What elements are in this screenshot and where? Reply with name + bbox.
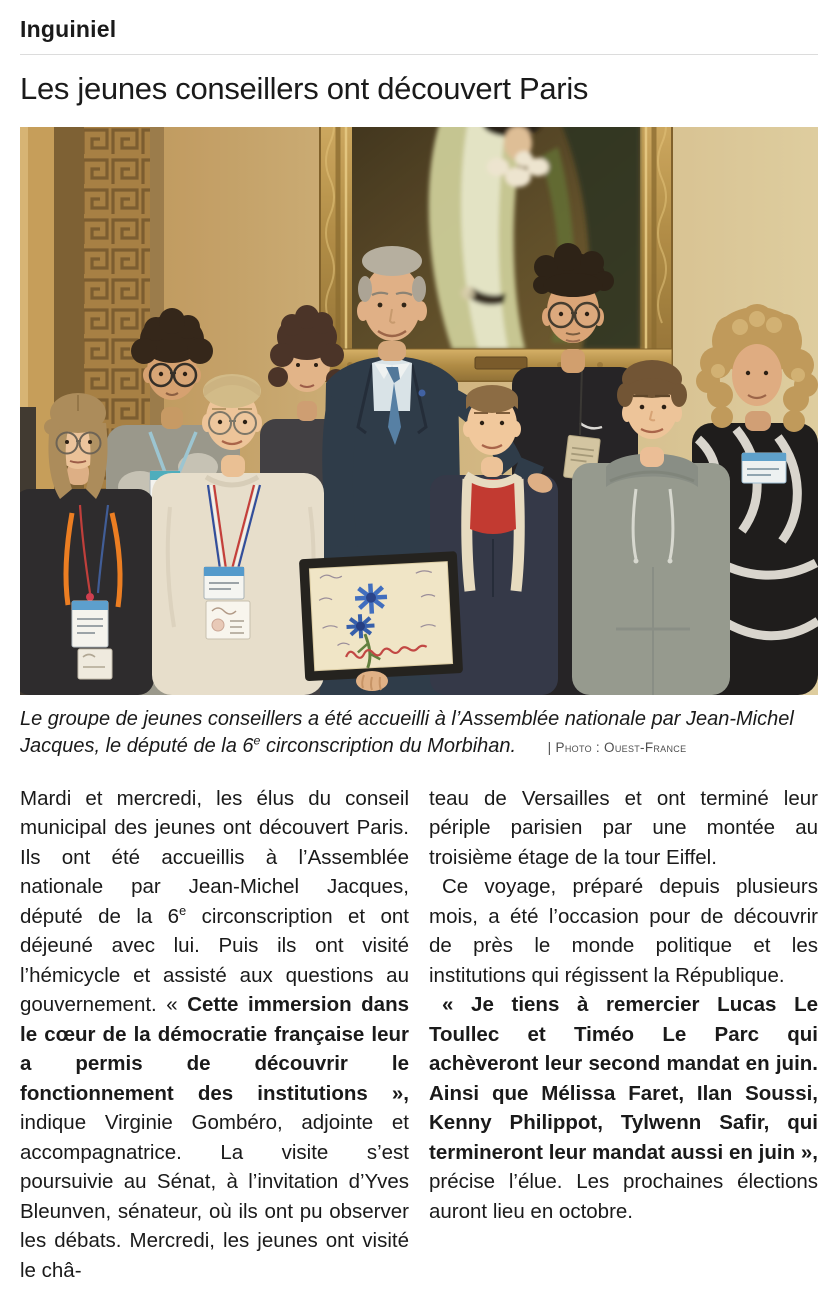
article-figure (20, 127, 818, 762)
article-column-right (429, 784, 818, 1286)
section-title: Inguiniel (20, 16, 117, 42)
section-divider (20, 54, 818, 55)
article-body (20, 784, 818, 1291)
text-segment: e (179, 902, 187, 918)
photo-caption (20, 706, 818, 762)
article-title: Les jeunes conseillers ont découvert Paris (20, 71, 589, 106)
bold-text-segment: « Je tiens à remercier Lucas Le Toullec et Timéo Le Parc qui achèveront leur second mandat en juin. Ainsi que Mélissa Faret, Ilan Soussi, Kenny Philippot, Tylwenn Safir, qui termineront leur mandat aussi en juin », (429, 993, 818, 1164)
text-segment: précise l’élue. Les prochaines élections auront lieu en octobre. (429, 1170, 818, 1223)
text-segment: circonscription et ont déjeuné avec lui. Puis ils ont visité l’hémicycle et assisté aux questions au gouvernement. « (20, 904, 410, 1017)
article-photo (20, 127, 818, 695)
text-segment: indique Virginie Gombéro, adjointe et accompagnatrice. La visite s’est poursuivie au Sénat, à l’invitation d’Yves Bleunven, sénateur, où ils ont pu observer les débats. Mercredi, les jeunes ont visité le châ- (20, 1111, 409, 1282)
paragraph (20, 784, 409, 1286)
text-segment: circonscription du Morbihan. (260, 735, 517, 758)
text-segment: teau de Versailles et ont terminé leur périple parisien par une montée au troisième étage de la tour Eiffel. (429, 786, 818, 869)
photo-credit-text: Photo : Ouest-France (555, 740, 687, 756)
photo-credit (548, 740, 687, 755)
bold-text-segment: Cette immersion dans le cœur de la démocratie française leur a permis de découvrir le fonctionnement des institutions », (20, 993, 409, 1105)
text-segment: Ce voyage, préparé depuis plusieurs mois, a été l’occasion pour de découvrir de près le monde politique et les institutions qui régissent la République. (429, 875, 818, 987)
text-segment: Le groupe de jeunes conseillers a été accueilli à l’Assemblée nationale par Jean-Michel Jacques, le député de la 6 (20, 707, 794, 758)
paragraph (429, 872, 818, 990)
photo-tint (20, 127, 818, 695)
paragraph (429, 784, 818, 873)
text-segment: e (253, 733, 261, 748)
article-column-left (20, 784, 409, 1286)
paragraph (429, 990, 818, 1226)
photo-credit-separator: | (547, 740, 552, 756)
text-segment: Mardi et mercredi, les élus du conseil municipal des jeunes ont découvert Paris. Ils ont été accueillis à l’Assemblée nationale par Jean-Michel Jacques, député de la 6 (20, 786, 409, 928)
photo-illustration (20, 127, 818, 695)
